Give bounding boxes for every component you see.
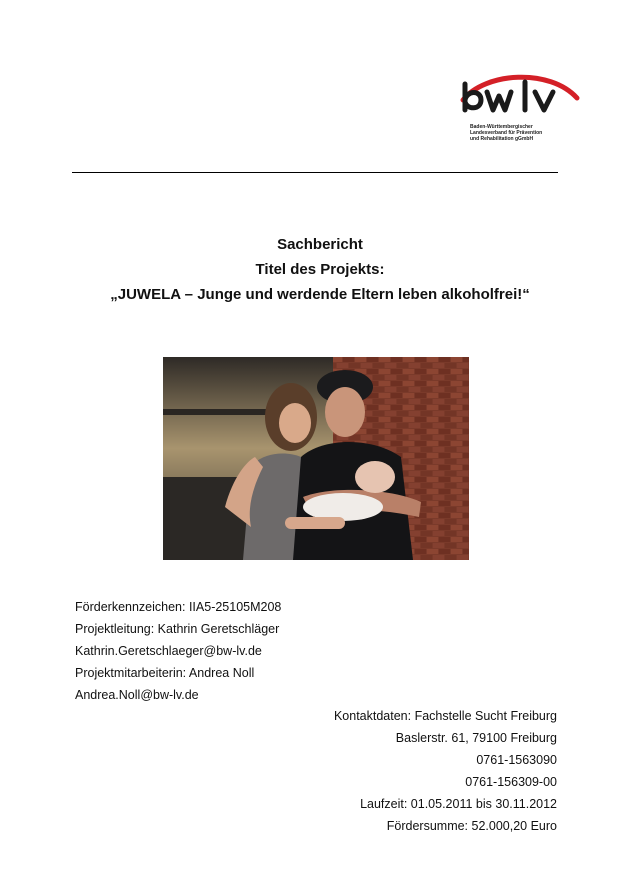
report-title [0, 232, 640, 307]
title-line-1: Sachbericht [277, 236, 363, 253]
project-staff: Projektmitarbeiterin: Andrea Noll [75, 666, 255, 680]
project-staff-email: Andrea.Noll@bw-lv.de [75, 688, 199, 702]
contact-phone: 0761-1563090 [476, 753, 557, 767]
project-info [75, 596, 281, 706]
project-lead: Projektleitung: Kathrin Geretschläger [75, 622, 280, 636]
header-divider [72, 172, 558, 173]
funding-amount: Fördersumme: 52.000,20 Euro [386, 819, 557, 833]
logo-subtitle-line: und Rehabilitation gGmbH [470, 136, 534, 142]
logo-subtitle [470, 124, 580, 142]
logo-subtitle-line: Landesverband für Prävention [470, 130, 543, 136]
project-lead-email: Kathrin.Geretschlaeger@bw-lv.de [75, 644, 262, 658]
logo-subtitle-line: Baden-Württembergischer [470, 124, 533, 130]
family-photo [163, 357, 469, 560]
contact-fax: 0761-156309-00 [465, 775, 557, 789]
title-line-3: „JUWELA – Junge und werdende Eltern leben alkoholfrei!“ [110, 286, 530, 303]
title-line-2: Titel des Projekts: [255, 261, 385, 278]
contact-info [334, 705, 557, 837]
contact-org: Kontaktdaten: Fachstelle Sucht Freiburg [333, 709, 557, 723]
funding-code: Förderkennzeichen: IIA5-25105M208 [75, 600, 282, 614]
cover-photo [163, 357, 469, 560]
contact-address: Baslerstr. 61, 79100 Freiburg [395, 731, 557, 745]
project-duration: Laufzeit: 01.05.2011 bis 30.11.2012 [360, 797, 557, 811]
